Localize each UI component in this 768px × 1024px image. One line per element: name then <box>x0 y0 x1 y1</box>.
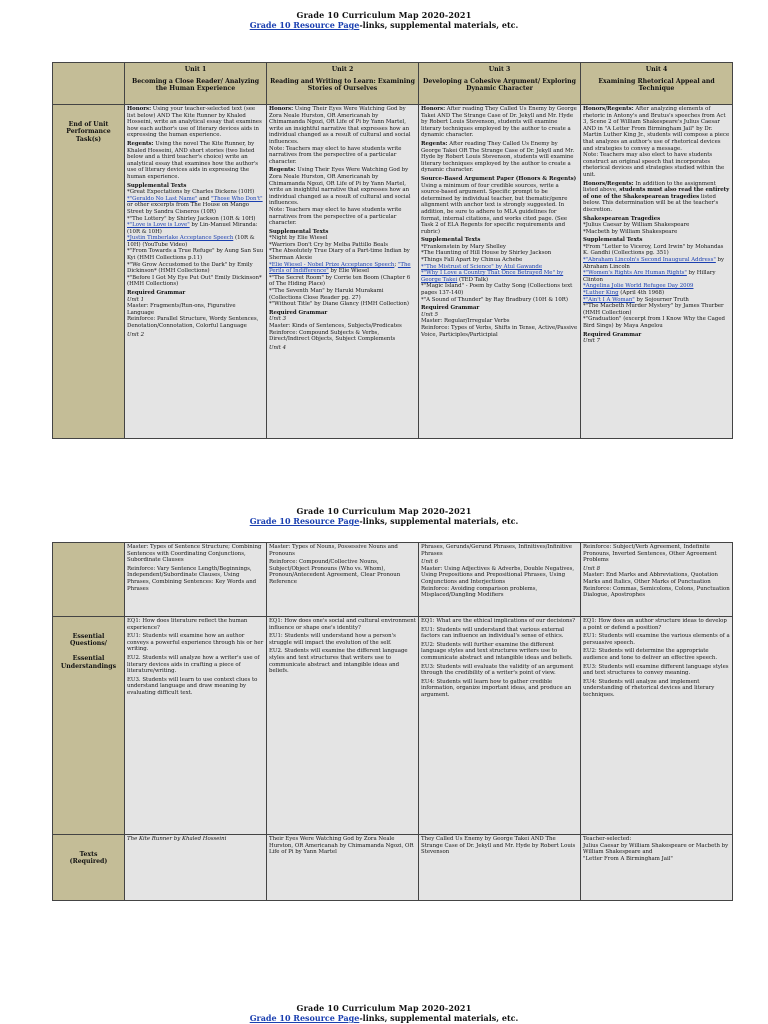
unit-2-header: Unit 2 Reading and Writing to Learn: Examining Stories of Ourselves <box>267 63 419 105</box>
unit-1-header: Unit 1 Becoming a Close Reader/ Analyzing the Human Experience <box>125 63 267 105</box>
page-header-3: Grade 10 Curriculum Map 2020-2021 Grade 10 Resource Page-links, supplemental materials, etc. <box>249 1003 519 1023</box>
grammar-unit-1-cell: Master: Types of Sentence Structure; Combining Sentences with Coordinating Conjunctions, Subordinate Clauses Reinforce: Vary Sentence Length/Beginnings, Independent/Subordinate Clauses, Using Phrases, Combining Sentences: Key Words and Phrases <box>125 543 267 617</box>
performance-task-label: End of Unit Performance Task(s) <box>53 105 125 439</box>
texts-unit-3-cell: They Called Us Enemy by George Takei AND The Strange Case of Dr. Jekyll and Mr. Hyde by Robert Louis Stevenson <box>419 835 581 901</box>
corner-cell <box>53 63 125 105</box>
essential-questions-label: Essential Questions/ Essential Understandings <box>53 617 125 835</box>
link-those-who-dont[interactable]: "Those Who Don't" <box>211 195 263 202</box>
link-mistrust-science[interactable]: *"The Mistrust of Science" by Atul Gawande <box>421 263 543 270</box>
texts-unit-4-cell: Teacher-selected: Julius Caesar by William Shakespeare or Macbeth by William Shakespeare and "Letter From A Birmingham Jail" <box>581 835 733 901</box>
essential-questions-row <box>53 617 733 835</box>
link-jolie-refugee[interactable]: *Angelina Jolie World Refugee Day 2009 <box>583 283 694 290</box>
eq-unit-1-cell: EQ1: How does literature reflect the human experience? EU1: Students will examine how an author conveys a powerful experience through his or her writing. EU2. Students will analyze how a writer's use of literary devices aids in crafting a piece of literature/writing. EU3. Students will learn to use context clues to understand language and draw meaning by evaluating difficult text. <box>125 617 267 835</box>
unit-3-task-cell: Honors: After reading They Called Us Enemy by George Takei AND The Strange Case of Dr. Jekyll and Mr. Hyde by Robert Louis Stevenson, students will examine literary techniques employed by the author to create a dynamic character. Regents: After reading They Called Us Enemy by George Takei OR The Strange Case of Dr. Jekyll and Mr. Hyde by Robert Louis Stevenson, students will examine literary techniques employed by the author to create a dynamic character. Source-Based Argument Paper (Honors & Regents) Using a minimum of four credible sources, write a source-based argument. Specific prompt to be determined by individual teacher, but thematic/genre alignment with anchor text is strongly suggested. In addition, be sure to adhere to MLA guidelines for format, internal citations, and works cited page. (See Task 2 of ELA Regents for specific requirements and rubric) Supplemental Texts *Frankenstein by Mary Shelley *The Haunting of Hill House by Shirley Jackson *Things Fall Apart by Chinua Achebe *"The Mistrust of Science" by Atul Gawande *"Why I Love a Country That Once Betrayed Me" by George Takei (TED Talk) *"Magic Island" - Poem by Cathy Song (Collections text pages 137-140) *"A Sound of Thunder" by Ray Bradbury (10H & 10R) Required Grammar Unit 5 Master: Regular/Irregular Verbs Reinforce: Types of Verbs, Shifts in Tense, Active/Passive Voice, Participles/Participial <box>419 105 581 439</box>
texts-unit-2-cell: Their Eyes Were Watching God by Zora Neale Hurston, OR Americanah by Chimamanda Ngozi, OR Life of Pi by Yann Martel <box>267 835 419 901</box>
texts-unit-1-cell: The Kite Runner by Khaled Hosseini <box>125 835 267 901</box>
unit-3-header: Unit 3 Developing a Cohesive Argument/ Exploring Dynamic Character <box>419 63 581 105</box>
resource-page-link-3[interactable]: Grade 10 Resource Page <box>249 1013 360 1023</box>
grammar-unit-2-cell: Master: Types of Nouns, Possessive Nouns and Pronouns Reinforce: Compound/Collective Nouns, Subject/Object Pronouns (Who vs. Whom), Pronoun/Antecedent Agreement, Clear Pronoun Reference <box>267 543 419 617</box>
curriculum-table-page-2 <box>52 542 733 901</box>
link-aint-i-a-woman[interactable]: *"Ain't I A Woman" <box>583 296 635 303</box>
link-lincoln-address[interactable]: *"Abraham Lincoln's Second Inaugural Address" <box>583 257 716 264</box>
page-header-2: Grade 10 Curriculum Map 2020-2021 Grade 10 Resource Page-links, supplemental materials, etc. <box>249 506 519 526</box>
link-luther-king[interactable]: *Luther King <box>583 290 619 297</box>
grammar-continued-label <box>53 543 125 617</box>
required-texts-row <box>53 835 733 901</box>
unit-4-task-cell: Honors/Regents: After analyzing elements of rhetoric in Antony's and Brutus's speeches from Act 3, Scene 2 of William Shakespeare's Julius Caesar AND in "A Letter From Birmingham Jail" by Dr. Martin Luther King Jr., students will compose a piece that analyzes an author's use of rhetorical devices and strategies to convey a message. Note: Teachers may also elect to have students construct an original speech that incorporates rhetorical devices and strategies studied within the unit. Honors/Regents: In addition to the assignment listed above, students must also read the entirety of one of the Shakespearean tragedies listed below. This determination will be at the teacher's discretion. Shakespearean Tragedies *Julius Caesar by William Shakespeare *Macbeth by William Shakespeare Supplemental Texts *From "Letter to Viceroy, Lord Irwin" by Mohandas K. Gandhi (Collections pg. 351) *"Abraham Lincoln's Second Inaugural Address" by Abraham Lincoln *"Women's Rights Are Human Rights" by Hillary Clinton *Angelina Jolie World Refugee Day 2009 *Luther King (April 4th 1968) *"Ain't I A Woman" by Sojourner Truth *"The Macbeth Murder Mystery" by James Thurber (HMH Collection) *"Graduation" (excerpt from I Know Why the Caged Bird Sings) by Maya Angelou Required Grammar Unit 7 <box>581 105 733 439</box>
document-title: Grade 10 Curriculum Map 2020-2021 <box>296 10 472 20</box>
grammar-unit-4-cell: Reinforce: Subject/Verb Agreement, Indefinite Pronouns, Inverted Sentences, Other Agreement Problems Unit 8 Master: End Marks and Abbreviations, Quotation Marks and Italics, Other Marks of Punctuation Reinforce: Commas, Semicolons, Colons, Punctuation Dialogue, Apostrophes <box>581 543 733 617</box>
link-perils-indifference[interactable]: "The Perils of Indifference" <box>269 261 411 275</box>
unit-header-row <box>53 63 733 105</box>
unit-4-header: Unit 4 Examining Rhetorical Appeal and Technique <box>581 63 733 105</box>
grammar-continued-row <box>53 543 733 617</box>
resource-page-link[interactable]: Grade 10 Resource Page <box>249 20 360 30</box>
link-womens-rights[interactable]: *"Women's Rights Are Human Rights" <box>583 270 687 277</box>
link-wiesel-nobel[interactable]: *Elie Wiesel - Nobel Prize Acceptance Speech <box>269 261 395 268</box>
grammar-unit-3-cell: Phrases, Gerunds/Gerund Phrases, Infinitives/Infinitive Phrases Unit 6 Master: Using Adjectives & Adverbs, Double Negatives, Using Prepositions and Prepositional Phrases, Using Conjunctions and Interjections Reinforce: Avoiding comparison problems, Misplaced/Dangling Modifiers <box>419 543 581 617</box>
curriculum-table-page-1 <box>52 62 733 439</box>
resource-page-link-2[interactable]: Grade 10 Resource Page <box>249 516 360 526</box>
unit-1-task-cell: Honors: Using your teacher-selected text (see list below) AND The Kite Runner by Khaled Hosseini, write an analytical essay that examines how each author's use of literary devices aids in expressing the human experience. Regents: Using the novel The Kite Runner, by Khaled Hosseini, AND short stories (two listed below and a third teacher's choice) write an analytical essay that examines how the author's use of literary devices aids in expressing the human experience. Supplemental Texts *Great Expectations by Charles Dickens (10H) *"Geraldo No Last Name" and "Those Who Don't" or other excerpts from The House on Mango Street by Sandra Cisneros (10R) *"The Lottery" by Shirley Jackson (10R & 10H) *"Love is Love is Love" by Lin-Manuel Miranda: (10R & 10H) *Justin Timberlake Acceptance Speech (10R & 10H) (YouTube Video) *"From Towards a True Refuge" by Aung San Suu Kyi (HMH Collections p.11) *"We Grow Accustomed to the Dark" by Emily Dickinson* (HMH Collections) *"Before I Got My Eye Put Out" Emily Dickinson* (HMH Collections) Required Grammar Unit 1 Master: Fragments/Run-ons, Figurative Language Reinforce: Parallel Structure, Wordy Sentences, Denotation/Connotation, Colorful Language Unit 2 <box>125 105 267 439</box>
page-header-1 <box>0 10 768 30</box>
link-takei-ted[interactable]: *"Why I Love a Country That Once Betrayed Me" by George Takei <box>421 270 564 283</box>
performance-task-row <box>53 105 733 439</box>
eq-unit-2-cell: EQ1: How does one's social and cultural environment influence or shape one's identity? EU1: Students will understand how a person's struggle will impact the evolution of the self. EU2. Students will examine the different language styles and text structures that writers use to communicate abstract and intangible ideas and beliefs. <box>267 617 419 835</box>
link-geraldo[interactable]: *"Geraldo No Last Name" <box>127 195 198 202</box>
link-timberlake-speech[interactable]: *Justin Timberlake Acceptance Speech <box>127 235 234 242</box>
eq-unit-4-cell: EQ1: How does an author structure ideas to develop a point or defend a position? EU1: Students will examine the various elements of a persuasive speech. EU2: Students will determine the appropriate audience and tone to deliver an effective speech. EU3: Students will examine different language styles and text structures to convey meaning. EU4: Students will analyze and implement understanding of rhetorical devices and literary techniques. <box>581 617 733 835</box>
unit-2-task-cell: Honors: Using Their Eyes Were Watching God by Zora Neale Hurston, OR Americanah by Chimamanda Ngozi, OR Life of Pi by Yann Martel, write an insightful narrative that expresses how an individual changed as a result of cultural and social influences. Note: Teachers may elect to have students write narratives from the perspective of a particular character. Regents: Using Their Eyes Were Watching God by Zora Neale Hurston, OR Americanah by Chimamanda Ngozi, OR Life of Pi by Yann Martel, write an insightful narrative that expresses how an individual changed as a result of cultural and social influences. Note: Teachers may elect to have students write narratives from the perspective of a particular character. Supplemental Texts *Night by Elie Wiesel *Warriors Don't Cry by Melba Pattillo Beals *The Absolutely True Diary of a Part-time Indian by Sherman Alexie *Elie Wiesel - Nobel Prize Acceptance Speech; "The Perils of Indifference" by Elie Wiesel *"The Secret Room" by Corrie ten Boom (Chapter 6 of The Hiding Place) *"The Seventh Man" by Haruki Murakami (Collections Close Reader pg. 27) *"Without Title" by Diane Glancy (HMH Collection) Required Grammar Unit 3 Master: Kinds of Sentences, Subjects/Predicates Reinforce: Compound Subjects & Verbs, Direct/Indirect Objects, Subject Complements Unit 4 <box>267 105 419 439</box>
eq-unit-3-cell: EQ1: What are the ethical implications of our decisions? EU1: Students will understand that various external factors can influence an individual's sense of ethics. EU2: Students will further examine the different language styles and text structures writers use to communicate abstract and intangible ideas and beliefs. EU3: Students will evaluate the validity of an argument through the credibility of a writer's point of view. EU4: Students will learn how to gather credible information, organize important ideas, and produce an argument. <box>419 617 581 835</box>
resource-link-suffix: -links, supplemental materials, etc. <box>359 20 519 30</box>
required-texts-label: Texts (Required) <box>53 835 125 901</box>
link-love-is-love[interactable]: *"Love is Love is Love" <box>127 222 190 229</box>
